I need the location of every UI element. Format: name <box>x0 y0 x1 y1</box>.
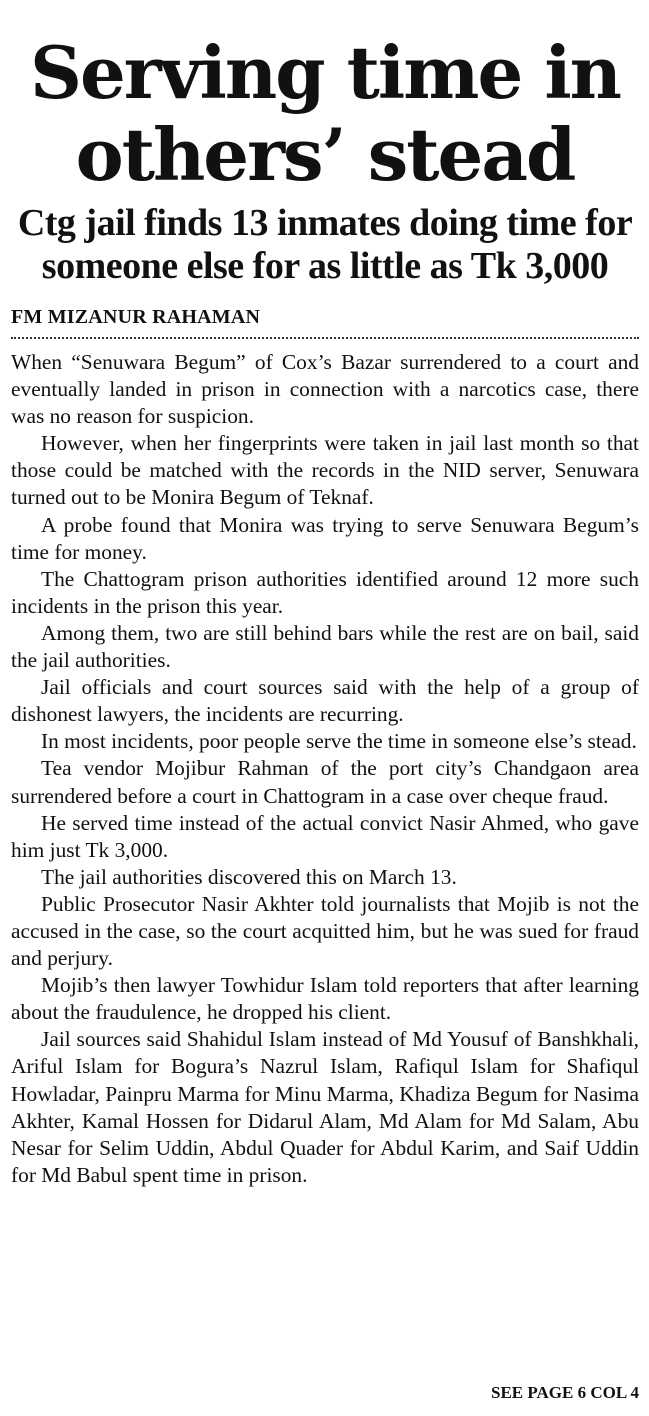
dotted-divider <box>11 337 639 339</box>
paragraph: Jail officials and court sources said with the help of a group of dishonest lawyers, the incidents are recurring. <box>11 675 639 727</box>
paragraph: However, when her fingerprints were taken in jail last month so that those could be matched with the records in the NID server, Senuwara turned out to be Monira Begum of Teknaf. <box>11 431 639 510</box>
jump-line: SEE PAGE 6 COL 4 <box>491 1383 639 1402</box>
article-body <box>11 349 639 1189</box>
paragraph: Mojib’s then lawyer Towhidur Islam told reporters that after learning about the fraudulence, he dropped his client. <box>11 973 639 1025</box>
deck-subheadline: Ctg jail finds 13 inmates doing time for someone else for as little as Tk 3,000 <box>17 202 633 287</box>
paragraph: He served time instead of the actual convict Nasir Ahmed, who gave him just Tk 3,000. <box>11 810 639 862</box>
paragraph: The jail authorities discovered this on March 13. <box>41 864 457 889</box>
paragraph: When “Senuwara Begum” of Cox’s Bazar surrendered to a court and eventually landed in prison in connection with a narcotics case, there was no reason for suspicion. <box>11 350 639 429</box>
paragraph: A probe found that Monira was trying to serve Senuwara Begum’s time for money. <box>11 512 639 564</box>
byline: FM MIZANUR RAHAMAN <box>11 306 261 328</box>
paragraph: Among them, two are still behind bars while the rest are on bail, said the jail authorities. <box>11 620 639 673</box>
article-page <box>0 32 649 1416</box>
paragraph: Jail sources said Shahidul Islam instead of Md Yousuf of Banshkhali, Ariful Islam for Bogura’s Nazrul Islam, Rafiqul Islam for Shafiqul Howladar, Painpru Marma for Minu Marma, Khadiza Begum for Nasima Akhter, Kamal Hossen for Didarul Alam, Md Alam for Md Salam, Abu Nesar for Selim Uddin, Abdul Quader for Abdul Karim, and Saif Uddin for Md Babul spent time in prison. <box>11 1027 639 1187</box>
paragraph: The Chattogram prison authorities identified around 12 more such incidents in the prison this year. <box>11 566 639 618</box>
paragraph: In most incidents, poor people serve the time in someone else’s stead. <box>41 729 637 754</box>
paragraph: Public Prosecutor Nasir Akhter told journalists that Mojib is not the accused in the case, so the court acquitted him, but he was sued for fraud and perjury. <box>11 891 639 971</box>
paragraph: Tea vendor Mojibur Rahman of the port city’s Chandgaon area surrendered before a court in Chattogram in a case over cheque fraud. <box>11 756 639 808</box>
headline: Serving time in others’ stead <box>29 30 621 197</box>
